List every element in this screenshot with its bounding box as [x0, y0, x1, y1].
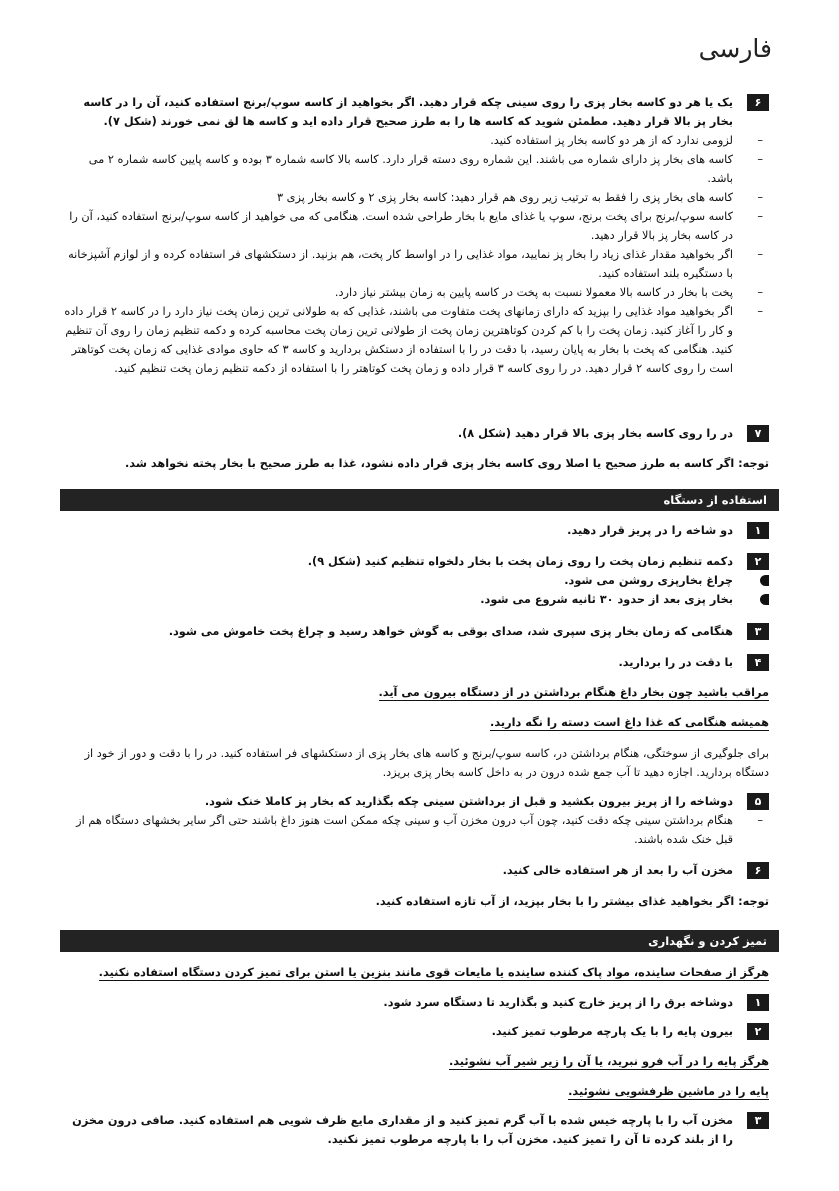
use-step-4: ۴ با دقت در را بردارید.	[63, 653, 769, 672]
use-step-1-block	[63, 521, 769, 540]
step-number-badge: ۱	[747, 994, 769, 1011]
use-step-2-block	[63, 552, 769, 609]
warning-2: همیشه هنگامی که غذا داغ است دسته را نگه دارید.	[490, 716, 769, 729]
list-item: – کاسه های بخار پزی را فقط به ترتیب زیر روی هم قرار دهید: کاسه بخار پزی ۲ و کاسه بخار پزی ۳	[63, 188, 769, 207]
clean-step-1-block	[63, 993, 769, 1012]
use-step-3: ۳ هنگامی که زمان بخار پزی سپری شد، صدای بوقی به گوش خواهد رسید و چراغ پخت خاموش می شود.	[63, 622, 769, 641]
clean-warning-2: هرگز پایه را در آب فرو نبرید، یا آن را زیر شیر آب نشوئید.	[448, 1055, 769, 1068]
step-number-badge: ۱	[747, 522, 769, 539]
clean-warning-3: پایه را در ماشین ظرفشویی نشوئید.	[568, 1085, 769, 1098]
use-step-1: ۱ دو شاخه را در پریز قرار دهید.	[63, 521, 769, 540]
section-header-use: استفاده از دستگاه	[60, 489, 779, 511]
list-item: – کاسه های بخار پز دارای شماره می باشند. این شماره روی دسته قرار دارد. کاسه بالا کاسه شماره ۳ بوده و کاسه پایین کاسه شماره ۲ می باشد.	[63, 150, 769, 188]
step-6-block	[63, 93, 769, 378]
step-6-text: یک یا هر دو کاسه بخار پزی را روی سینی چکه قرار دهید. اگر بخواهید از کاسه سوپ/برنج استفاده کنید، آن را در کاسه بخار پز بالا قرار دهید. مطمئن شوید که کاسه ها را به طرز صحیح قرار داده اید و کاسه ها لق نمی خورند (شکل ۷).	[83, 96, 733, 128]
warning-1: مراقب باشید چون بخار داغ هنگام برداشتن در از دستگاه بیرون می آید.	[378, 686, 769, 699]
step-number-badge: ۲	[747, 1023, 769, 1040]
note-block	[63, 454, 769, 473]
clean-step-2-block	[63, 1022, 769, 1041]
page-title: فارسی	[698, 34, 772, 63]
step-7-text: در را روی کاسه بخار پزی بالا قرار دهید (شکل ۸).	[457, 427, 733, 440]
list-item: چراغ بخارپزی روشن می شود.	[63, 571, 769, 590]
use-step-2: ۲ دکمه تنظیم زمان پخت را روی زمان پخت با بخار دلخواه تنظیم کنید (شکل ۹).	[63, 552, 769, 571]
step-7	[63, 424, 769, 443]
clean-step-3: ۳ مخزن آب را با پارچه خیس شده با آب گرم تمیز کنید و از مقداری مایع ظرف شویی هم استفاده کنید. صافی درون مخزن را از بلند کرده تا آن را تمیز کنید. مخزن آب را با پارچه مرطوب تمیز نکنید.	[63, 1111, 769, 1149]
step-number-badge: ۶	[747, 94, 769, 111]
clean-warning-1: هرگز از صفحات ساینده، مواد پاک کننده ساینده یا مایعات قوی مانند بنزین یا استن برای تمیز کردن دستگاه استفاده نکنید.	[98, 966, 769, 979]
note-block-2: توجه: اگر بخواهید غذای بیشتر را با بخار بپزید، از آب تازه استفاده کنید.	[375, 895, 769, 908]
step-number-badge: ۵	[747, 793, 769, 810]
step-number-badge: ۶	[747, 862, 769, 879]
step-number-badge: ۲	[747, 553, 769, 570]
use-step-5-block	[63, 792, 769, 849]
list-item: – اگر بخواهید مقدار غذای زیاد را بخار پز نمایید، مواد غذایی را در اواسط کار پخت، هم بزنید. از دستکشهای فر استفاده کرده و از لوازم آشپزخانه با دستگیره بلند استفاده کنید.	[63, 245, 769, 283]
step-number-badge: ۴	[747, 654, 769, 671]
list-item: – پخت با بخار در کاسه بالا معمولا نسبت به پخت در کاسه پایین به زمان بیشتر نیاز دارد.	[63, 283, 769, 302]
step-number-badge: ۳	[747, 1112, 769, 1129]
list-item: بخار پزی بعد از حدود ۳۰ ثانیه شروع می شود.	[63, 590, 769, 609]
clean-step-3-block	[63, 1111, 769, 1149]
step-number-badge: ۳	[747, 623, 769, 640]
use-step-6-block	[63, 861, 769, 880]
step-7-block	[63, 424, 769, 443]
step-number-badge: ۷	[747, 425, 769, 442]
note-text: توجه: اگر کاسه به طرز صحیح یا اصلا روی کاسه بخار پزی قرار داده نشود، غذا به طرز صحیح با بخار پخته نخواهد شد.	[125, 457, 769, 470]
clean-step-2: ۲ بیرون پایه را با یک پارچه مرطوب تمیز کنید.	[63, 1022, 769, 1041]
list-item: – لزومی ندارد که از هر دو کاسه بخار پز استفاده کنید.	[63, 131, 769, 150]
step-6	[63, 93, 769, 131]
clean-step-1: ۱ دوشاخه برق را از پریز خارج کنید و بگذارید تا دستگاه سرد شود.	[63, 993, 769, 1012]
use-step-3-block	[63, 622, 769, 641]
use-step-6: ۶ مخزن آب را بعد از هر استفاده خالی کنید.	[63, 861, 769, 880]
use-step-4-block	[63, 653, 769, 672]
info-paragraph: برای جلوگیری از سوختگی، هنگام برداشتن در، کاسه سوپ/برنج و کاسه های بخار پزی از دستکشهای فر استفاده کنید. در را با دقت و دور از خود از دستگاه بردارید. اجازه دهید تا آب جمع شده درون در به داخل کاسه بخار پزی بریزد.	[84, 747, 769, 779]
use-step-5: ۵ دوشاخه را از پریز بیرون بکشید و قبل از برداشتن سینی چکه بگذارید که بخار پز کاملا خنک شود.	[63, 792, 769, 811]
list-item: – هنگام برداشتن سینی چکه دقت کنید، چون آب درون مخزن آب و سینی چکه ممکن است هنوز داغ باشند حتی اگر سایر بخشهای دستگاه هم از قبل خنک شده باشند.	[63, 811, 769, 849]
list-item: – اگر بخواهید مواد غذایی را بپزید که دارای زمانهای پخت متفاوت می باشند، غذایی که به طولانی ترین زمان پخت نیاز دارد را در کاسه ۲ قرار داده و کار را آغاز کنید. زمان پخت را با کم کردن کوتاهترین زمان پخت از طولانی ترین زمان پخت محاسبه کرده و دکمه تنظیم زمان را روی آن تنظیم کنید. هنگامی که پخت با بخار به پایان رسید، با دقت در را با استفاده از دستکش بردارید و کاسه ۳ که حاوی موادی غذایی که زمان پخت کوتاهتر است را روی کاسه ۲ قرار دهید. در را روی کاسه ۳ قرار داده و زمان پخت کوتاهتر را با استفاده از دکمه تنظیم زمان پخت تنظیم کنید.	[63, 302, 769, 378]
section-header-cleaning: تمیز کردن و نگهداری	[60, 930, 779, 952]
list-item: – کاسه سوپ/برنج برای پخت برنج، سوپ یا غذای مایع با بخار طراحی شده است. هنگامی که می خواهید از کاسه سوپ/برنج استفاده کنید، آن را در کاسه بخار پز بالا قرار دهید.	[63, 207, 769, 245]
